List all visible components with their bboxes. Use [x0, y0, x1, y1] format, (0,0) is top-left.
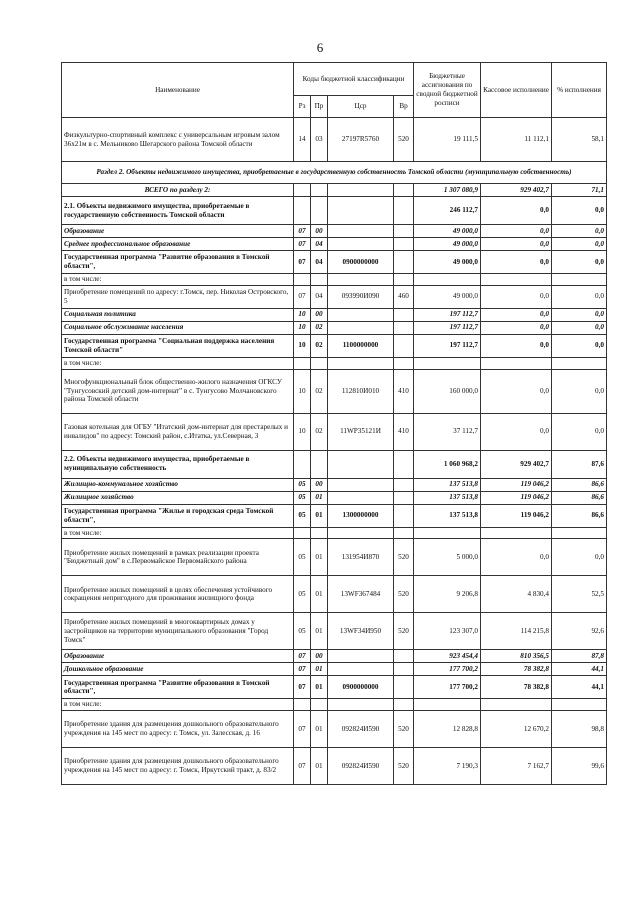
name-cell: Среднее профессиональное образование: [62, 238, 294, 251]
csr-cell: 11WP35121И: [328, 413, 394, 450]
csr-cell: 0900000000: [328, 251, 394, 274]
pr-cell: [311, 357, 328, 369]
vr-cell: [394, 321, 414, 334]
pr-cell: [311, 274, 328, 286]
pr-cell: 01: [311, 504, 328, 527]
table-row: [62, 251, 607, 274]
rz-cell: 05: [294, 539, 311, 576]
pr-cell: 00: [311, 478, 328, 491]
csr-cell: [328, 357, 394, 369]
table-row: [62, 748, 607, 785]
table-row: [62, 413, 607, 450]
csr-cell: [328, 308, 394, 321]
name-cell: ВСЕГО по разделу 2:: [62, 184, 294, 197]
cash-cell: 119 046,2: [481, 491, 552, 504]
vr-cell: [394, 274, 414, 286]
rz-cell: 05: [294, 504, 311, 527]
cash-cell: [481, 274, 552, 286]
pr-cell: [311, 450, 328, 478]
csr-cell: 1100000000: [328, 334, 394, 357]
budget-cell: 177 700,2: [414, 663, 481, 676]
name-cell: Образование: [62, 650, 294, 663]
rz-cell: [294, 450, 311, 478]
name-cell: в том числе:: [62, 274, 294, 286]
name-cell: Образование: [62, 225, 294, 238]
table-row: [62, 539, 607, 576]
pr-cell: 01: [311, 676, 328, 699]
vr-cell: [394, 308, 414, 321]
csr-cell: 27197R5760: [328, 118, 394, 162]
budget-cell: 19 111,5: [414, 118, 481, 162]
rz-cell: 07: [294, 711, 311, 748]
name-cell: Государственная программа "Развитие образования в Томской области",: [62, 251, 294, 274]
cash-cell: 929 402,7: [481, 450, 552, 478]
cash-cell: 929 402,7: [481, 184, 552, 197]
pct-cell: [552, 699, 607, 711]
csr-cell: 112810И010: [328, 369, 394, 413]
vr-cell: [394, 676, 414, 699]
csr-cell: [328, 491, 394, 504]
table-row: [62, 357, 607, 369]
vr-cell: [394, 663, 414, 676]
vr-cell: [394, 184, 414, 197]
budget-cell: 1 307 080,9: [414, 184, 481, 197]
pr-cell: 02: [311, 369, 328, 413]
table-row: [62, 334, 607, 357]
rz-cell: 05: [294, 478, 311, 491]
name-cell: в том числе:: [62, 527, 294, 539]
name-cell: Государственная программа "Социальная поддержка населения Томской области": [62, 334, 294, 357]
csr-cell: 13WF34И950: [328, 613, 394, 650]
header-budget: Бюджетные ассигнования по сводной бюджетной росписи: [414, 63, 481, 118]
rz-cell: 14: [294, 118, 311, 162]
pr-cell: 01: [311, 491, 328, 504]
csr-cell: [328, 197, 394, 225]
vr-cell: 520: [394, 576, 414, 613]
table-row: [62, 285, 607, 308]
pr-cell: [311, 699, 328, 711]
pct-cell: [552, 527, 607, 539]
csr-cell: [328, 184, 394, 197]
csr-cell: [328, 699, 394, 711]
table-row: [62, 450, 607, 478]
name-cell: Дошкольное образование: [62, 663, 294, 676]
rz-cell: [294, 527, 311, 539]
rz-cell: [294, 357, 311, 369]
name-cell: 2.2. Объекты недвижимого имущества, приобретаемые в муниципальную собственность: [62, 450, 294, 478]
csr-cell: [328, 225, 394, 238]
vr-cell: [394, 527, 414, 539]
name-cell: Жилищно-коммунальное хозяйство: [62, 478, 294, 491]
table-row: [62, 274, 607, 286]
header-codes: Коды бюджетной классификации: [294, 63, 414, 96]
pct-cell: 99,6: [552, 748, 607, 785]
rz-cell: 07: [294, 650, 311, 663]
csr-cell: [328, 663, 394, 676]
rz-cell: 10: [294, 413, 311, 450]
pct-cell: 92,6: [552, 613, 607, 650]
cash-cell: 78 382,8: [481, 663, 552, 676]
pct-cell: 44,1: [552, 676, 607, 699]
cash-cell: 12 670,2: [481, 711, 552, 748]
vr-cell: [394, 238, 414, 251]
table-row: [62, 676, 607, 699]
rz-cell: 05: [294, 613, 311, 650]
pr-cell: 03: [311, 118, 328, 162]
vr-cell: 410: [394, 369, 414, 413]
name-cell: Приобретение жилых помещений в целях обеспечения устойчивого сокращения непригодного для проживания жилищного фонда: [62, 576, 294, 613]
name-cell: Социальное обслуживание населения: [62, 321, 294, 334]
pct-cell: 0,0: [552, 251, 607, 274]
cash-cell: 119 046,2: [481, 504, 552, 527]
cash-cell: [481, 699, 552, 711]
budget-cell: 160 000,0: [414, 369, 481, 413]
table-row: [62, 369, 607, 413]
budget-cell: 177 700,2: [414, 676, 481, 699]
pct-cell: 71,1: [552, 184, 607, 197]
pct-cell: 86,6: [552, 478, 607, 491]
name-cell: в том числе:: [62, 357, 294, 369]
pr-cell: [311, 527, 328, 539]
cash-cell: 0,0: [481, 238, 552, 251]
rz-cell: 10: [294, 334, 311, 357]
csr-cell: [328, 650, 394, 663]
table-row: [62, 711, 607, 748]
csr-cell: 093990И090: [328, 285, 394, 308]
budget-cell: 49 000,0: [414, 251, 481, 274]
name-cell: Приобретение жилых помещений в рамках реализации проекта "Бюджетный дом" в с.Первомайское Первомайского района: [62, 539, 294, 576]
cash-cell: 11 112,1: [481, 118, 552, 162]
pr-cell: 00: [311, 225, 328, 238]
pct-cell: 86,6: [552, 504, 607, 527]
csr-cell: [328, 238, 394, 251]
cash-cell: 0,0: [481, 369, 552, 413]
vr-cell: 520: [394, 711, 414, 748]
budget-table: [61, 62, 607, 785]
pct-cell: 58,1: [552, 118, 607, 162]
cash-cell: 78 382,8: [481, 676, 552, 699]
name-cell: Социальная политика: [62, 308, 294, 321]
table-row: [62, 613, 607, 650]
pct-cell: 0,0: [552, 539, 607, 576]
table-header: [62, 63, 607, 118]
pct-cell: 0,0: [552, 285, 607, 308]
rz-cell: 10: [294, 369, 311, 413]
pr-cell: 02: [311, 413, 328, 450]
pr-cell: 01: [311, 539, 328, 576]
pct-cell: 0,0: [552, 334, 607, 357]
table-row: [62, 663, 607, 676]
budget-cell: [414, 274, 481, 286]
vr-cell: [394, 450, 414, 478]
table-row: [62, 184, 607, 197]
cash-cell: 0,0: [481, 321, 552, 334]
budget-cell: 137 513,8: [414, 504, 481, 527]
vr-cell: [394, 650, 414, 663]
pct-cell: 0,0: [552, 238, 607, 251]
cash-cell: 0,0: [481, 334, 552, 357]
cash-cell: 0,0: [481, 308, 552, 321]
budget-cell: 37 112,7: [414, 413, 481, 450]
budget-cell: 1 060 968,2: [414, 450, 481, 478]
budget-cell: [414, 357, 481, 369]
header-cash: Кассовое исполнение: [481, 63, 552, 118]
page-number: 6: [316, 40, 324, 55]
pct-cell: 0,0: [552, 308, 607, 321]
budget-cell: 197 112,7: [414, 308, 481, 321]
header-pr: Пр: [311, 96, 328, 118]
budget-cell: 12 828,8: [414, 711, 481, 748]
cash-cell: [481, 527, 552, 539]
pct-cell: 87,6: [552, 450, 607, 478]
name-cell: Физкультурно-спортивный комплекс с универсальным игровым залом 36х21м в с. Мельниково Шегарского района Томской области: [62, 118, 294, 162]
budget-cell: [414, 527, 481, 539]
rz-cell: 07: [294, 238, 311, 251]
pr-cell: 04: [311, 251, 328, 274]
table-row: [62, 162, 607, 184]
vr-cell: [394, 334, 414, 357]
header-rz: Рз: [294, 96, 311, 118]
budget-cell: [414, 699, 481, 711]
name-cell: Жилищное хозяйство: [62, 491, 294, 504]
rz-cell: [294, 274, 311, 286]
name-cell: Государственная программа "Развитие образования в Томской области",: [62, 676, 294, 699]
rz-cell: 07: [294, 251, 311, 274]
vr-cell: [394, 225, 414, 238]
pct-cell: [552, 274, 607, 286]
vr-cell: 520: [394, 118, 414, 162]
table-row: [62, 527, 607, 539]
vr-cell: 520: [394, 748, 414, 785]
cash-cell: 0,0: [481, 285, 552, 308]
csr-cell: 131954И870: [328, 539, 394, 576]
cash-cell: 0,0: [481, 251, 552, 274]
budget-cell: 123 307,0: [414, 613, 481, 650]
vr-cell: [394, 699, 414, 711]
csr-cell: 092824И590: [328, 748, 394, 785]
budget-cell: 49 000,0: [414, 285, 481, 308]
budget-cell: 197 112,7: [414, 321, 481, 334]
table-row: [62, 225, 607, 238]
budget-cell: 9 206,8: [414, 576, 481, 613]
vr-cell: 410: [394, 413, 414, 450]
pct-cell: 52,5: [552, 576, 607, 613]
csr-cell: 13WF367484: [328, 576, 394, 613]
pr-cell: 01: [311, 613, 328, 650]
rz-cell: 07: [294, 748, 311, 785]
cash-cell: [481, 357, 552, 369]
rz-cell: 07: [294, 285, 311, 308]
budget-cell: 5 000,0: [414, 539, 481, 576]
vr-cell: [394, 504, 414, 527]
header-name: Наименование: [62, 63, 294, 118]
table-row: [62, 197, 607, 225]
vr-cell: [394, 491, 414, 504]
cash-cell: 4 830,4: [481, 576, 552, 613]
name-cell: 2.1. Объекты недвижимого имущества, приобретаемые в государственную собственность Томской области: [62, 197, 294, 225]
csr-cell: [328, 527, 394, 539]
table-row: [62, 321, 607, 334]
pr-cell: 01: [311, 576, 328, 613]
rz-cell: 07: [294, 225, 311, 238]
vr-cell: 460: [394, 285, 414, 308]
rz-cell: 07: [294, 676, 311, 699]
cash-cell: 0,0: [481, 197, 552, 225]
budget-cell: 137 513,8: [414, 478, 481, 491]
name-cell: Государственная программа "Жилье и городская среда Томской области",: [62, 504, 294, 527]
csr-cell: [328, 274, 394, 286]
name-cell: Приобретение здания для размещения дошкольного образовательного учреждения на 145 мест по адресу: г. Томск, ул. Залесская, д. 16: [62, 711, 294, 748]
budget-cell: 49 000,0: [414, 225, 481, 238]
vr-cell: [394, 197, 414, 225]
cash-cell: 0,0: [481, 539, 552, 576]
pct-cell: 0,0: [552, 369, 607, 413]
header-pct: % исполнения: [552, 63, 607, 118]
vr-cell: [394, 478, 414, 491]
budget-cell: 137 513,8: [414, 491, 481, 504]
table-row: [62, 650, 607, 663]
table-row: [62, 308, 607, 321]
pr-cell: [311, 197, 328, 225]
cash-cell: 0,0: [481, 413, 552, 450]
name-cell: Многофункциональный блок общественно-жилого назначения ОГКСУ "Тунгусовский детский дом-интернат" в с. Тунгусово Молчановского района Томской области: [62, 369, 294, 413]
rz-cell: 10: [294, 308, 311, 321]
table-row: [62, 576, 607, 613]
pct-cell: 87,8: [552, 650, 607, 663]
pr-cell: 01: [311, 663, 328, 676]
rz-cell: 10: [294, 321, 311, 334]
table-row: [62, 238, 607, 251]
csr-cell: [328, 478, 394, 491]
pct-cell: 0,0: [552, 225, 607, 238]
rz-cell: [294, 197, 311, 225]
csr-cell: [328, 321, 394, 334]
pct-cell: 0,0: [552, 321, 607, 334]
pct-cell: 98,8: [552, 711, 607, 748]
pr-cell: 00: [311, 650, 328, 663]
pr-cell: 00: [311, 308, 328, 321]
pr-cell: 04: [311, 238, 328, 251]
rz-cell: 07: [294, 663, 311, 676]
pr-cell: 01: [311, 748, 328, 785]
pr-cell: 04: [311, 285, 328, 308]
cash-cell: 7 162,7: [481, 748, 552, 785]
budget-cell: 197 112,7: [414, 334, 481, 357]
cash-cell: 0,0: [481, 225, 552, 238]
csr-cell: 092824И590: [328, 711, 394, 748]
pct-cell: 86,6: [552, 491, 607, 504]
budget-cell: 7 190,3: [414, 748, 481, 785]
rz-cell: 05: [294, 491, 311, 504]
table-row: [62, 491, 607, 504]
vr-cell: [394, 357, 414, 369]
table-row: [62, 699, 607, 711]
csr-cell: 1300000000: [328, 504, 394, 527]
pct-cell: 0,0: [552, 413, 607, 450]
header-vr: Вр: [394, 96, 414, 118]
table-body: [62, 118, 607, 785]
csr-cell: 0900000000: [328, 676, 394, 699]
pr-cell: 02: [311, 321, 328, 334]
section-title-cell: Раздел 2. Объекты недвижимого имущества, приобретаемые в государственную собственность Томской области (муниципальную собственность): [62, 162, 607, 184]
cash-cell: 810 356,5: [481, 650, 552, 663]
table-row: [62, 478, 607, 491]
name-cell: Приобретение жилых помещений в многоквартирных домах у застройщиков на территории муниципального образования "Город Томск": [62, 613, 294, 650]
budget-cell: 246 112,7: [414, 197, 481, 225]
cash-cell: 114 215,8: [481, 613, 552, 650]
name-cell: Приобретение помещений по адресу: г.Томск, пер. Николая Островского, 5: [62, 285, 294, 308]
table-row: [62, 118, 607, 162]
rz-cell: [294, 699, 311, 711]
vr-cell: [394, 251, 414, 274]
pct-cell: 44,1: [552, 663, 607, 676]
pct-cell: [552, 357, 607, 369]
table-row: [62, 504, 607, 527]
vr-cell: 520: [394, 539, 414, 576]
pct-cell: 0,0: [552, 197, 607, 225]
name-cell: Газовая котельная для ОГБУ "Итатский дом-интернат для престарелых и инвалидов" по адресу: Томский район, с.Итатка, ул.Северная, 3: [62, 413, 294, 450]
rz-cell: 05: [294, 576, 311, 613]
pr-cell: [311, 184, 328, 197]
name-cell: в том числе:: [62, 699, 294, 711]
vr-cell: 520: [394, 613, 414, 650]
budget-cell: 923 454,4: [414, 650, 481, 663]
name-cell: Приобретение здания для размещения дошкольного образовательного учреждения на 145 мест по адресу: г. Томск, Иркутский тракт, д. 83/2: [62, 748, 294, 785]
header-csr: Цср: [328, 96, 394, 118]
rz-cell: [294, 184, 311, 197]
pr-cell: 01: [311, 711, 328, 748]
cash-cell: 119 046,2: [481, 478, 552, 491]
budget-cell: 49 000,0: [414, 238, 481, 251]
pr-cell: 02: [311, 334, 328, 357]
csr-cell: [328, 450, 394, 478]
